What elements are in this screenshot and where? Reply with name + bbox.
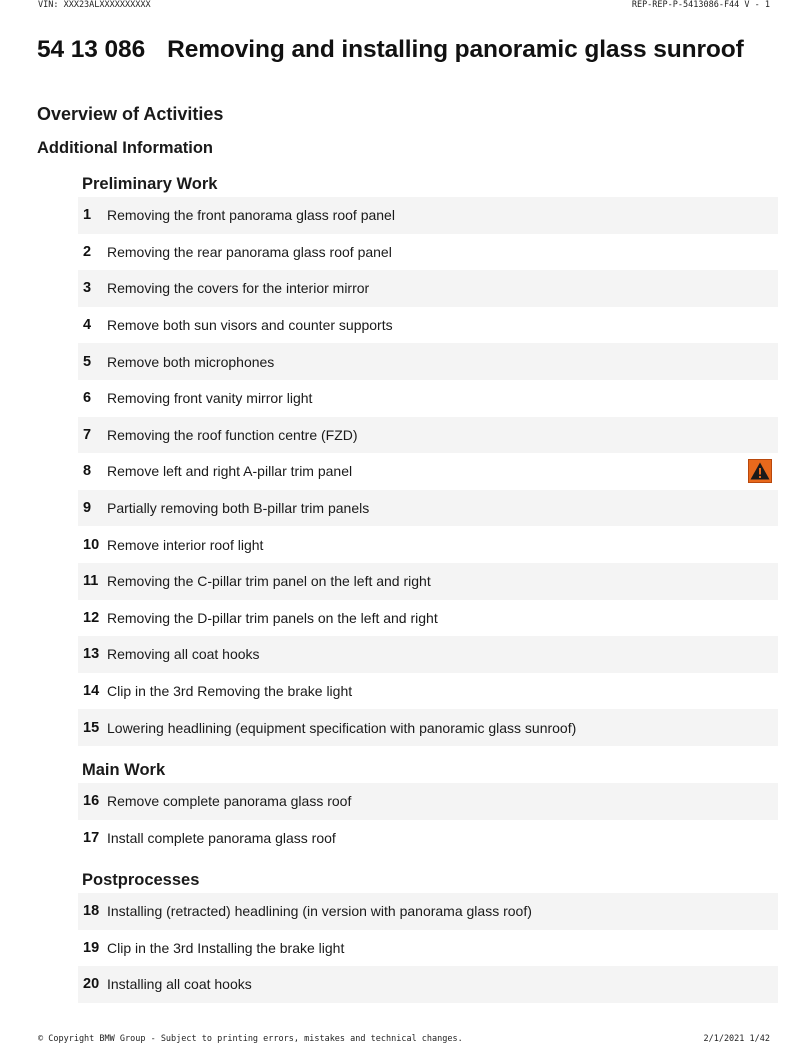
- postprocesses-heading: Postprocesses: [82, 870, 778, 894]
- activity-link[interactable]: [78, 930, 778, 967]
- step-number: 14: [83, 683, 100, 700]
- step-text: Removing the D-pillar trim panels on the left and right: [107, 609, 438, 626]
- step-number: 20: [83, 976, 100, 993]
- step-text: Removing the rear panorama glass roof panel: [107, 243, 392, 260]
- step-text: Installing all coat hooks: [107, 976, 252, 993]
- activity-link[interactable]: [78, 234, 778, 271]
- main-work-list: [78, 783, 778, 856]
- activity-link[interactable]: [78, 636, 778, 673]
- preliminary-work-list: [78, 197, 778, 746]
- activity-link[interactable]: [78, 417, 778, 454]
- activity-link[interactable]: [78, 966, 778, 1003]
- preliminary-work-heading: Preliminary Work: [82, 175, 218, 193]
- step-number: 9: [83, 500, 92, 517]
- step-text: Remove complete panorama glass roof: [107, 793, 352, 810]
- step-number: 10: [83, 536, 100, 553]
- activity-link[interactable]: [78, 893, 778, 930]
- activity-link[interactable]: [78, 270, 778, 307]
- step-number: 1: [83, 207, 92, 224]
- step-number: 4: [83, 317, 92, 334]
- step-text: Remove both microphones: [107, 353, 275, 370]
- step-number: 8: [83, 463, 92, 480]
- activity-link[interactable]: [78, 563, 778, 600]
- page-number: 2/1/2021 1/42: [703, 1034, 770, 1044]
- activity-link[interactable]: [78, 709, 778, 746]
- activity-link[interactable]: [78, 526, 778, 563]
- postprocesses-list: [78, 893, 778, 1003]
- step-text: Removing front vanity mirror light: [107, 390, 313, 407]
- activity-link[interactable]: [78, 820, 778, 857]
- step-text: Removing all coat hooks: [107, 646, 260, 663]
- step-number: 18: [83, 903, 100, 920]
- step-number: 7: [83, 426, 92, 443]
- activity-link[interactable]: [78, 197, 778, 234]
- step-text: Clip in the 3rd Removing the brake light: [107, 683, 353, 700]
- step-text: Remove left and right A-pillar trim panel: [107, 463, 353, 480]
- activity-link[interactable]: [78, 380, 778, 417]
- warning-triangle-icon[interactable]: [748, 459, 772, 483]
- step-number: 11: [83, 573, 99, 590]
- step-number: 16: [83, 793, 100, 810]
- step-text: Installing (retracted) headlining (in version with panorama glass roof): [107, 903, 532, 920]
- step-text: Removing the front panorama glass roof panel: [107, 207, 395, 224]
- title-text: Removing and installing panoramic glass sunroof: [167, 36, 744, 63]
- step-number: 6: [83, 390, 92, 407]
- step-text: Lowering headlining (equipment specification with panoramic glass sunroof): [107, 719, 577, 736]
- step-text: Clip in the 3rd Installing the brake light: [107, 939, 345, 956]
- overview-heading: Overview of Activities: [37, 104, 224, 124]
- step-text: Remove interior roof light: [107, 536, 264, 553]
- activity-link[interactable]: [78, 673, 778, 710]
- activity-link[interactable]: [78, 453, 778, 490]
- step-number: 12: [83, 609, 100, 626]
- additional-info-heading: Additional Information: [37, 139, 213, 157]
- step-number: 2: [83, 243, 92, 260]
- activity-link[interactable]: [78, 307, 778, 344]
- step-text: Remove both sun visors and counter supports: [107, 317, 393, 334]
- vin-label: VIN: XXX23ALXXXXXXXXXX: [38, 0, 151, 10]
- step-text: Removing the covers for the interior mirror: [107, 280, 370, 297]
- activity-link[interactable]: [78, 783, 778, 820]
- step-number: 15: [83, 719, 100, 736]
- step-number: 5: [83, 353, 92, 370]
- step-number: 19: [83, 939, 100, 956]
- copyright-footer: © Copyright BMW Group - Subject to printing errors, mistakes and technical changes.: [38, 1034, 463, 1044]
- main-work-heading: Main Work: [82, 760, 778, 784]
- repair-code: 54 13 086: [37, 36, 146, 63]
- step-text: Partially removing both B-pillar trim panels: [107, 500, 370, 517]
- page-title: [37, 36, 744, 64]
- step-number: 13: [83, 646, 100, 663]
- step-number: 3: [83, 280, 92, 297]
- document-ref: REP-REP-P-5413086-F44 V - 1: [631, 0, 770, 10]
- activity-link[interactable]: [78, 490, 778, 527]
- activity-link[interactable]: [78, 343, 778, 380]
- step-text: Removing the C-pillar trim panel on the left and right: [107, 573, 431, 590]
- step-number: 17: [83, 829, 100, 846]
- step-text: Install complete panorama glass roof: [107, 829, 336, 846]
- step-text: Removing the roof function centre (FZD): [107, 426, 358, 443]
- activity-link[interactable]: [78, 600, 778, 637]
